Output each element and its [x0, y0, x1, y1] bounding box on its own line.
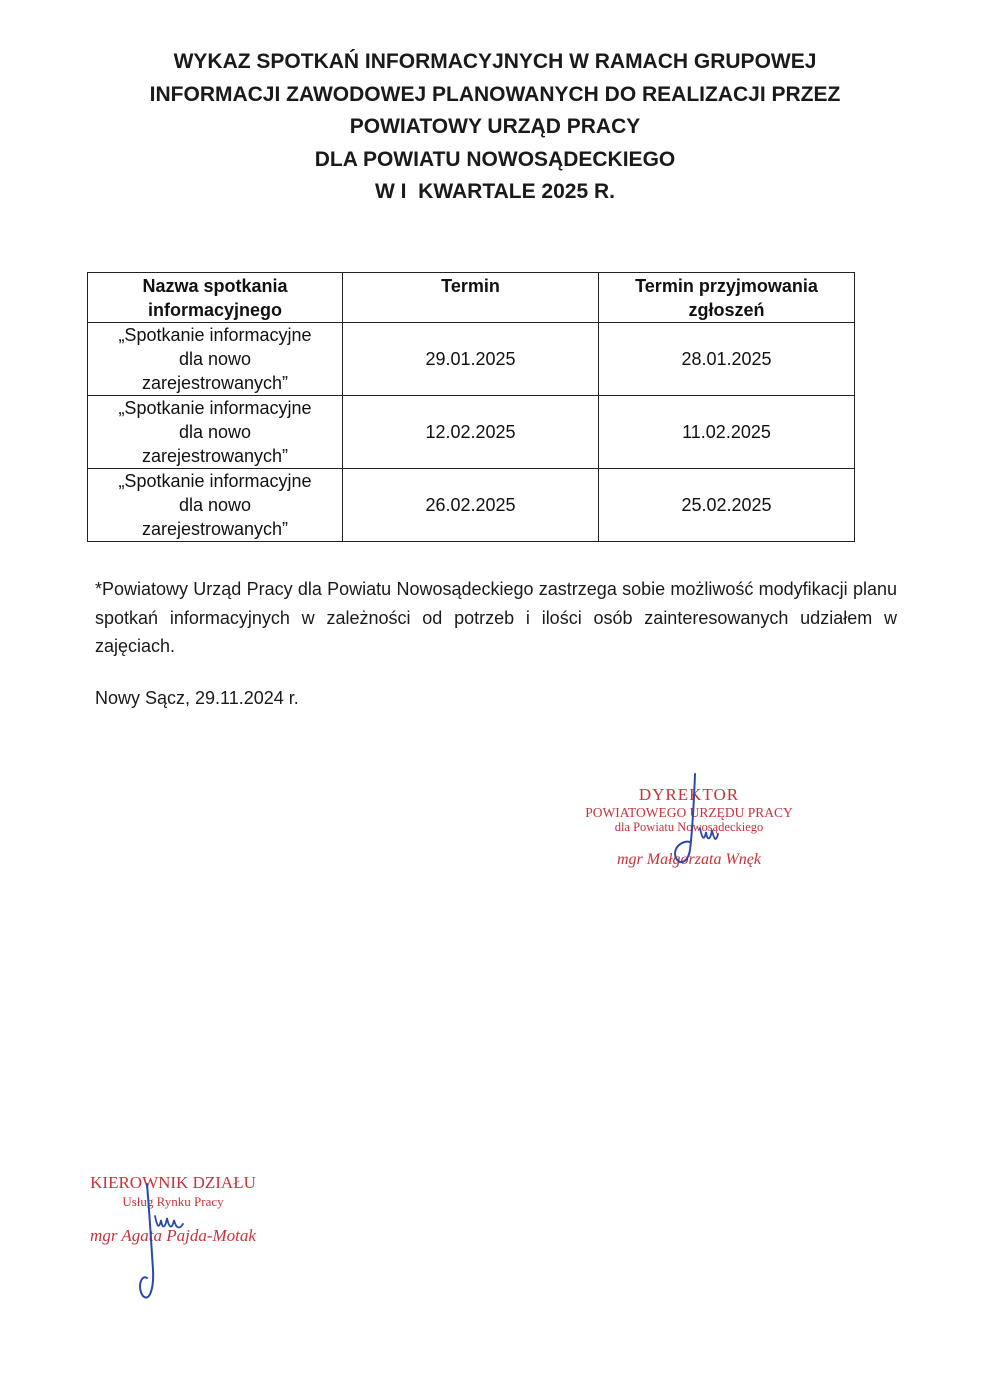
- meeting-name-cell: „Spotkanie informacyjne dla nowo zarejestrowanych”: [88, 469, 343, 542]
- header-meeting-name: Nazwa spotkania informacyjnego: [88, 273, 343, 323]
- disclaimer-note: *Powiatowy Urząd Pracy dla Powiatu Nowosądeckiego zastrzega sobie możliwość modyfikacji planu spotkań informacyjnych w zależności od potrzeb i ilości osób zainteresowanych udziałem w zajęciach.: [95, 579, 897, 656]
- title-line-3: POWIATOWY URZĄD PRACY: [349, 115, 641, 138]
- deadline-cell: 11.02.2025: [599, 396, 855, 469]
- meeting-date-cell: 29.01.2025: [343, 323, 599, 396]
- deadline-cell: 28.01.2025: [599, 323, 855, 396]
- meeting-date-cell: 26.02.2025: [343, 469, 599, 542]
- meeting-name-cell: „Spotkanie informacyjne dla nowo zarejestrowanych”: [88, 323, 343, 396]
- title-line-2: INFORMACJI ZAWODOWEJ PLANOWANYCH DO REALIZACJI PRZEZ: [149, 82, 841, 106]
- title-line-4: DLA POWIATU NOWOSĄDECKIEGO: [314, 147, 676, 171]
- header-date: Termin: [343, 273, 599, 323]
- title-line-5: W I KWARTALE 2025 R.: [375, 180, 615, 203]
- table-row: [88, 469, 855, 542]
- department-head-stamp-name: mgr Agata Pajda-Motak: [90, 1226, 256, 1245]
- department-head-signature: [125, 1178, 205, 1308]
- director-stamp-org: POWIATOWEGO URZĘDU PRACY: [585, 805, 793, 820]
- table-row: [88, 396, 855, 469]
- meetings-table: [87, 272, 855, 542]
- director-signature: [660, 770, 730, 870]
- director-stamp-title: DYREKTOR: [638, 785, 740, 804]
- department-head-stamp-title: KIEROWNIK DZIAŁU: [90, 1173, 256, 1192]
- director-stamp-sub: dla Powiatu Nowosądeckiego: [614, 820, 764, 834]
- meeting-date-cell: 12.02.2025: [343, 396, 599, 469]
- department-head-stamp-sub: Usług Rynku Pracy: [122, 1194, 224, 1209]
- deadline-cell: 25.02.2025: [599, 469, 855, 542]
- title-line-1: WYKAZ SPOTKAŃ INFORMACYJNYCH W RAMACH GRUPOWEJ: [173, 50, 817, 73]
- document-title: [60, 46, 930, 209]
- meeting-name-cell: „Spotkanie informacyjne dla nowo zarejestrowanych”: [88, 396, 343, 469]
- table-row: [88, 323, 855, 396]
- place-and-date: Nowy Sącz, 29.11.2024 r.: [95, 688, 299, 708]
- director-stamp-name: mgr Małgorzata Wnęk: [617, 851, 761, 868]
- table-header-row: [88, 273, 855, 323]
- header-application-deadline: Termin przyjmowania zgłoszeń: [599, 273, 855, 323]
